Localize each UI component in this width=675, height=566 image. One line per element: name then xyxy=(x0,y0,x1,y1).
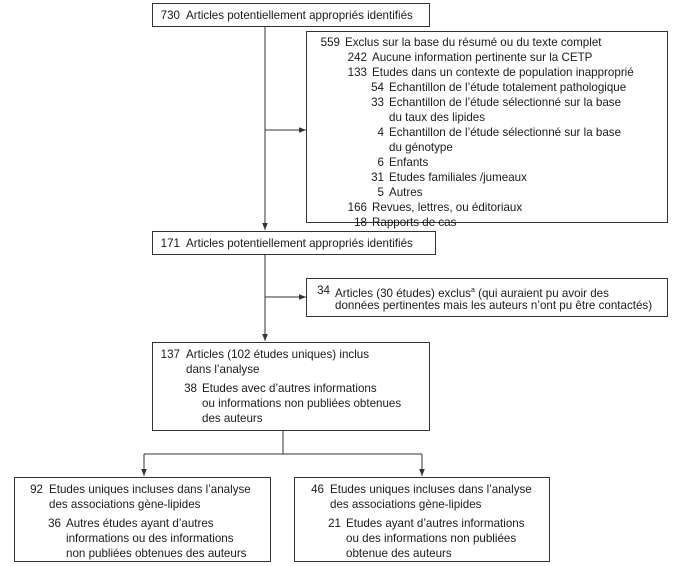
label: Exclus sur la base du résumé ou du texte complet xyxy=(345,36,602,49)
label-line-2: dans l’analyse xyxy=(186,363,260,376)
count: 46 xyxy=(311,483,324,496)
appropriate-articles-box xyxy=(152,231,436,255)
label: Articles (102 études uniques) inclus xyxy=(186,348,370,361)
exclusion-box-2 xyxy=(306,278,668,317)
footnote-marker: a xyxy=(470,287,475,294)
sub-count: 21 xyxy=(328,517,341,530)
gene-lipid-analysis-box-left: 92 Etudes uniques incluses dans l’analyse des associations gène-lipides 36 Autres études ayant d’autres informations ou des informations non publiées obtenues des auteurs xyxy=(14,477,271,562)
included-articles-box: 137 Articles (102 études uniques) inclus dans l’analyse 38 Etudes avec d’autres informations ou informations non publiées obtenues des auteurs xyxy=(152,342,430,431)
gene-lipid-analysis-box-right: 46 Etudes uniques incluses dans l’analyse des associations gène-lipides 21 Etudes ayant d’autres informations ou des informations non publiées obtenue des auteurs xyxy=(294,477,550,562)
count: 34 xyxy=(317,284,330,297)
label: Articles potentiellement appropriés identifiés xyxy=(186,9,413,22)
count: 92 xyxy=(30,483,43,496)
exclusion-box-1: 559 Exclus sur la base du résumé ou du texte complet 242 Aucune information pertinente sur la CETP 133 Etudes dans un contexte de population inapproprié 54 Echantillon de l’étude totalement pathologique 33 Echantillon de l’étude sélectionné sur la base du taux des lipides 4 Echantillon de l’étude sélectionné sur la base du génotype 6 Enfants 31 Etudes familiales /jumeaux 5 Autres 166 Revues, lettres, ou éditoriaux 18 Rapports de cas xyxy=(306,31,668,223)
count: 171 xyxy=(160,237,180,250)
count: 137 xyxy=(160,348,180,361)
label: Articles potentiellement appropriés identifiés xyxy=(186,237,413,250)
label-continued: (qui auraient pu avoir des xyxy=(474,286,609,300)
label: Articles (30 études) exclus xyxy=(335,286,471,300)
label-line-2: données pertinentes mais les auteurs n’ont pu être contactés) xyxy=(335,299,653,312)
count: 730 xyxy=(160,9,180,22)
sub-count: 38 xyxy=(184,382,197,395)
count: 559 xyxy=(320,36,340,49)
sub-count: 36 xyxy=(48,517,61,530)
identified-articles-box xyxy=(152,3,430,27)
